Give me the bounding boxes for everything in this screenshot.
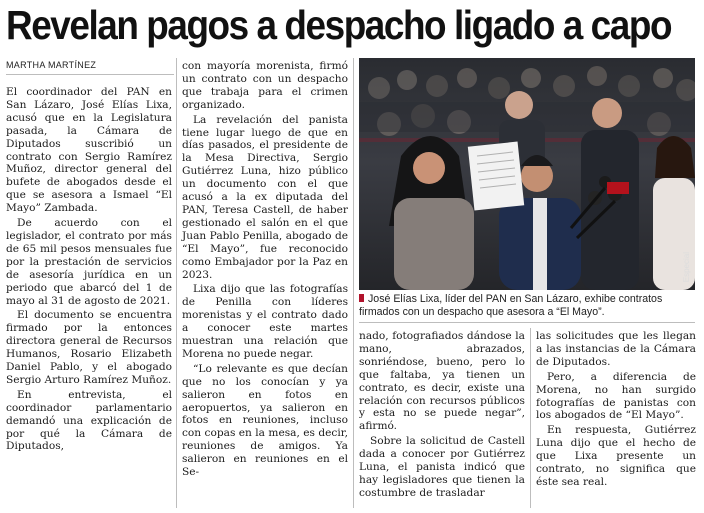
headline: Revelan pagos a despacho ligado a capo bbox=[6, 2, 672, 48]
paragraph: Pero, a diferencia de Morena, no han surgido fotografías de panistas con los abogados de “El Mayo”. bbox=[536, 370, 696, 422]
paragraph: En respuesta, Gutiérrez Luna dijo que el hecho de que Lixa presente un contrato, no significa que éste sea real. bbox=[536, 424, 696, 488]
caption-text: José Elías Lixa, líder del PAN en San Lázaro, exhibe contratos firmados con un despacho que asesora a “El Mayo”. bbox=[359, 293, 663, 318]
paragraph: con mayoría morenista, firmó un contrato con un despacho que trabaja para el crimen organizado. bbox=[182, 60, 348, 111]
photo-credit: Especial bbox=[682, 251, 691, 282]
caption-marker bbox=[359, 294, 364, 302]
paragraph: La revelación del panista tiene lugar luego de que en días pasados, el presidente de la Mesa Directiva, Sergio Gutiérrez Luna, hizo público un documento con el que acusó a la ex diputada del PAN, Teresa Castell, de haber gestionado el salón en el que Juan Pablo Penilla, abogado de “El Mayo”, fue reconocido como Embajador por la Paz en 2023. bbox=[182, 113, 348, 281]
caption-rule bbox=[359, 322, 695, 323]
byline: MARTHA MARTÍNEZ bbox=[6, 60, 97, 70]
paragraph: las solicitudes que les llegan a las instancias de la Cámara de Diputados. bbox=[536, 330, 696, 368]
paragraph: nado, fotografiados dándose la mano, abrazados, sonriéndose, bueno, pero lo que faltaba, ya tienen un contrato, es decir, existe una relación con recursos públicos y esta no se puede negar”, afirmó. bbox=[359, 330, 525, 433]
photo-illustration bbox=[359, 58, 695, 290]
photo-caption bbox=[359, 293, 695, 319]
paragraph: En entrevista, el coordinador parlamentario demandó una explicación de por qué la Cámara de Diputados, bbox=[6, 388, 172, 453]
article-column-1 bbox=[6, 86, 172, 455]
paragraph: Sobre la solicitud de Castell dada a conocer por Gutiérrez Luna, el panista indicó que hay legisladores que tienen la costumbre de trasladar bbox=[359, 435, 525, 499]
column-divider bbox=[176, 58, 177, 508]
byline-rule bbox=[6, 74, 174, 75]
paragraph: El documento se encuentra firmado por la entonces directora general de Recursos Humanos, Rosario Elizabeth Daniel Pablo, y el abogado Sergio Arturo Ramírez Muñoz. bbox=[6, 309, 172, 386]
paragraph: “Lo relevante es que decían que no los conocían y ya salieron en fotos en aeropuertos, ya salieron en fotos en reuniones, incluso con copas en la mesa, es decir, reuniones de amigos. Ya salieron en reuniones en el Se- bbox=[182, 362, 348, 479]
column-divider bbox=[530, 328, 531, 508]
column-divider bbox=[353, 58, 354, 508]
paragraph: El coordinador del PAN en San Lázaro, José Elías Lixa, acusó que en la Legislatura pasada, la Cámara de Diputados suscribió un contrato con Sergio Ramírez Muñoz, director general del bufete de abogados desde el que se asesora a Ismael “El Mayo” Zambada. bbox=[6, 86, 172, 215]
news-photo bbox=[359, 58, 695, 290]
paragraph: De acuerdo con el legislador, el contrato por más de 65 mil pesos mensuales fue por la prestación de servicios de asesoría jurídica en un periodo que abarcó del 1 de mayo al 31 de agosto de 2021. bbox=[6, 217, 172, 307]
article-column-3 bbox=[359, 330, 525, 502]
paragraph: Lixa dijo que las fotografías de Penilla con líderes morenistas y el contrato dado a conocer este martes muestran una relación que Morena no puede negar. bbox=[182, 283, 348, 360]
article-column-2 bbox=[182, 60, 348, 481]
article-column-4 bbox=[536, 330, 696, 491]
